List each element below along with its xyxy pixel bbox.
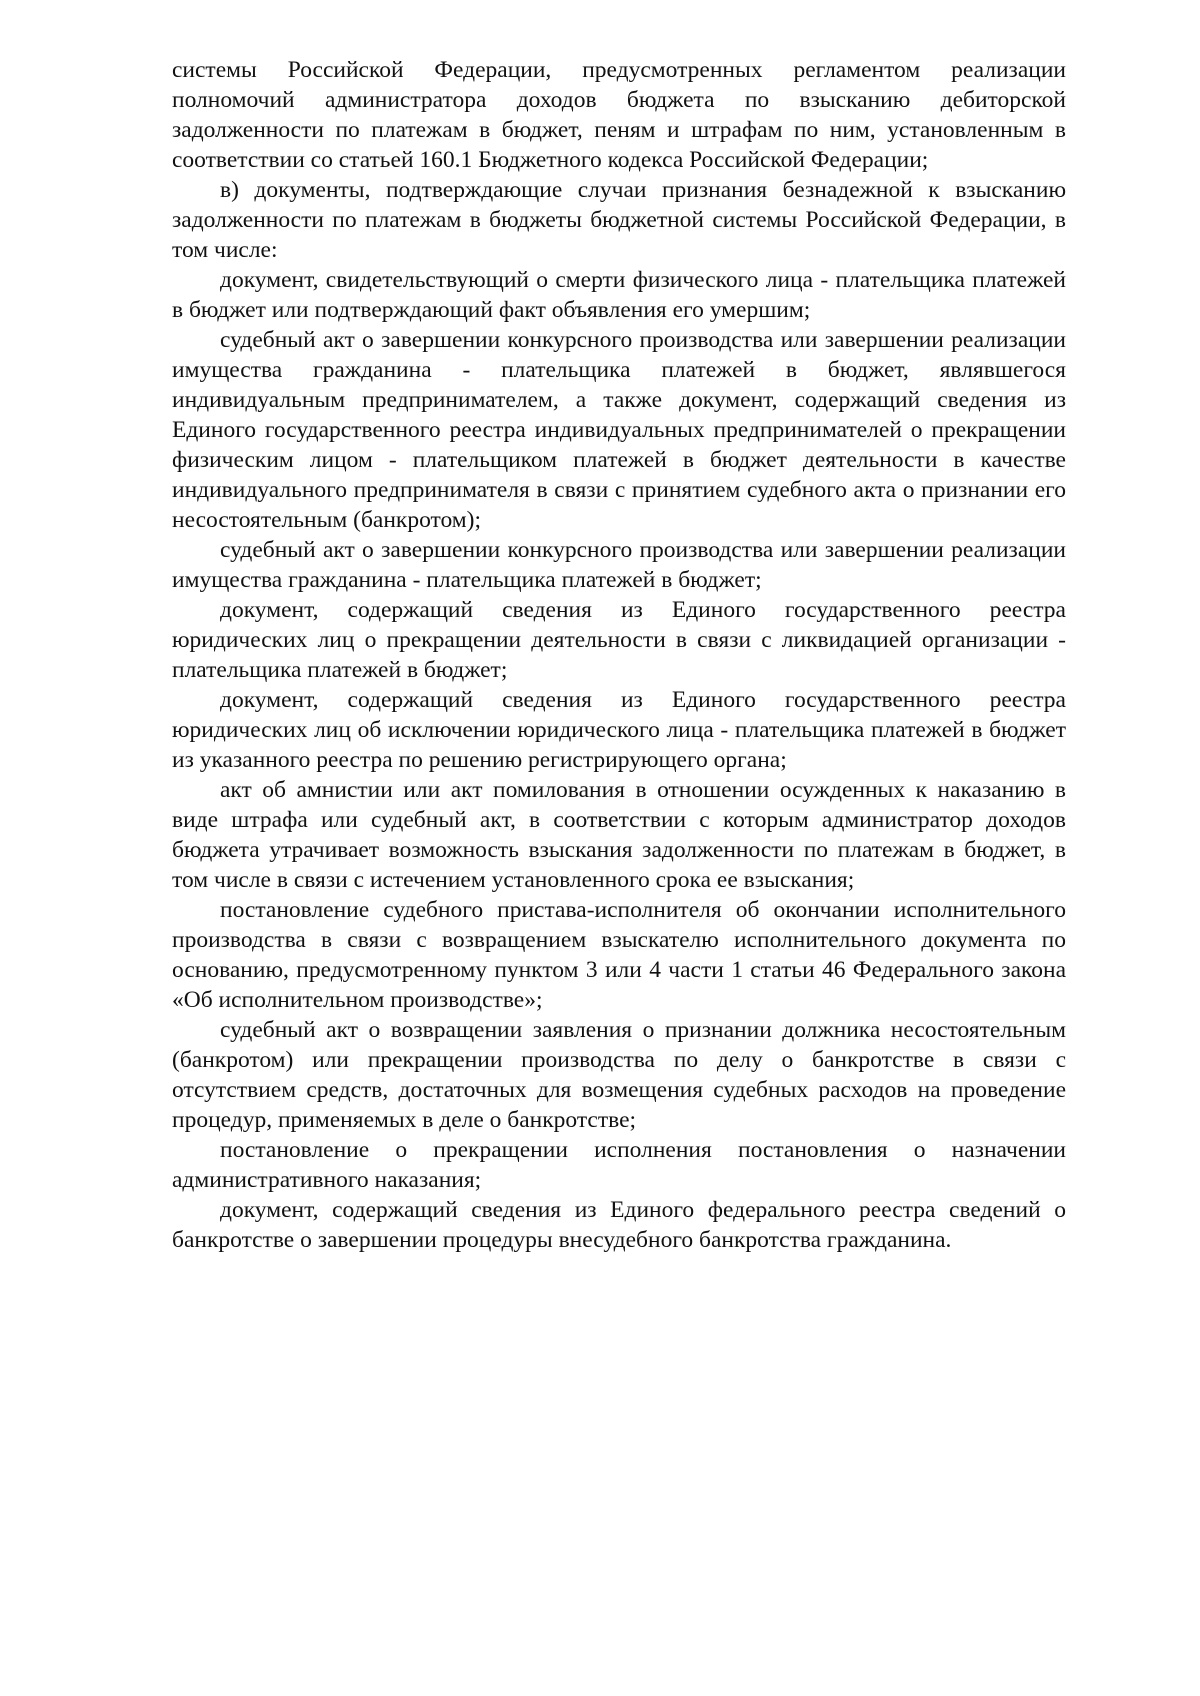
paragraph-out-of-court-bankruptcy: документ, содержащий сведения из Единого федерального реестра сведений о банкротстве о завершении процедуры внесудебного банкротства гражданина. — [172, 1197, 1066, 1253]
document-body — [172, 55, 1066, 1255]
paragraph-liquidation: документ, содержащий сведения из Единого государственного реестра юридических лиц о прекращении деятельности в связи с ликвидацией организации - плательщика платежей в бюджет; — [172, 597, 1066, 683]
paragraph-bankruptcy-citizen: судебный акт о завершении конкурсного производства или завершении реализации имущества гражданина - плательщика платежей в бюджет; — [172, 537, 1066, 593]
paragraph-item-v: в) документы, подтверждающие случаи признания безнадежной к взысканию задолженности по платежам в бюджеты бюджетной системы Российской Федерации, в том числе: — [172, 177, 1066, 263]
paragraph-amnesty: акт об амнистии или акт помилования в отношении осужденных к наказанию в виде штрафа или судебный акт, в соответствии с которым администратор доходов бюджета утрачивает возможность взыскания задолженности по платежам в бюджет, в том числе в связи с истечением установленного срока ее взыскания; — [172, 777, 1066, 893]
paragraph-exclusion: документ, содержащий сведения из Единого государственного реестра юридических лиц об исключении юридического лица - плательщика платежей в бюджет из указанного реестра по решению регистрирующего органа; — [172, 687, 1066, 773]
paragraph-bankruptcy-entrepreneur: судебный акт о завершении конкурсного производства или завершении реализации имущества гражданина - плательщика платежей в бюджет, являвшегося индивидуальным предпринимателем, а также документ, содержащий сведения из Единого государственного реестра индивидуальных предпринимателей о прекращении физическим лицом - плательщиком платежей в бюджет деятельности в качестве индивидуального предпринимателя в связи с принятием судебного акта о признании его несостоятельным (банкротом); — [172, 327, 1066, 533]
paragraph-return-application: судебный акт о возвращении заявления о признании должника несостоятельным (банкротом) или прекращении производства по делу о банкротстве в связи с отсутствием средств, достаточных для возмещения судебных расходов на проведение процедур, применяемых в деле о банкротстве; — [172, 1017, 1066, 1133]
paragraph-bailiff-resolution: постановление судебного пристава-исполнителя об окончании исполнительного производства в связи с возвращением взыскателю исполнительного документа по основанию, предусмотренному пунктом 3 или 4 части 1 статьи 46 Федерального закона «Об исполнительном производстве»; — [172, 897, 1066, 1013]
paragraph-termination-execution: постановление о прекращении исполнения постановления о назначении административного наказания; — [172, 1137, 1066, 1193]
paragraph-death-document: документ, свидетельствующий о смерти физического лица - плательщика платежей в бюджет или подтверждающий факт объявления его умершим; — [172, 267, 1066, 323]
paragraph-continuation: системы Российской Федерации, предусмотренных регламентом реализации полномочий администратора доходов бюджета по взысканию дебиторской задолженности по платежам в бюджет, пеням и штрафам по ним, установленным в соответствии со статьей 160.1 Бюджетного кодекса Российской Федерации; — [172, 57, 1066, 173]
